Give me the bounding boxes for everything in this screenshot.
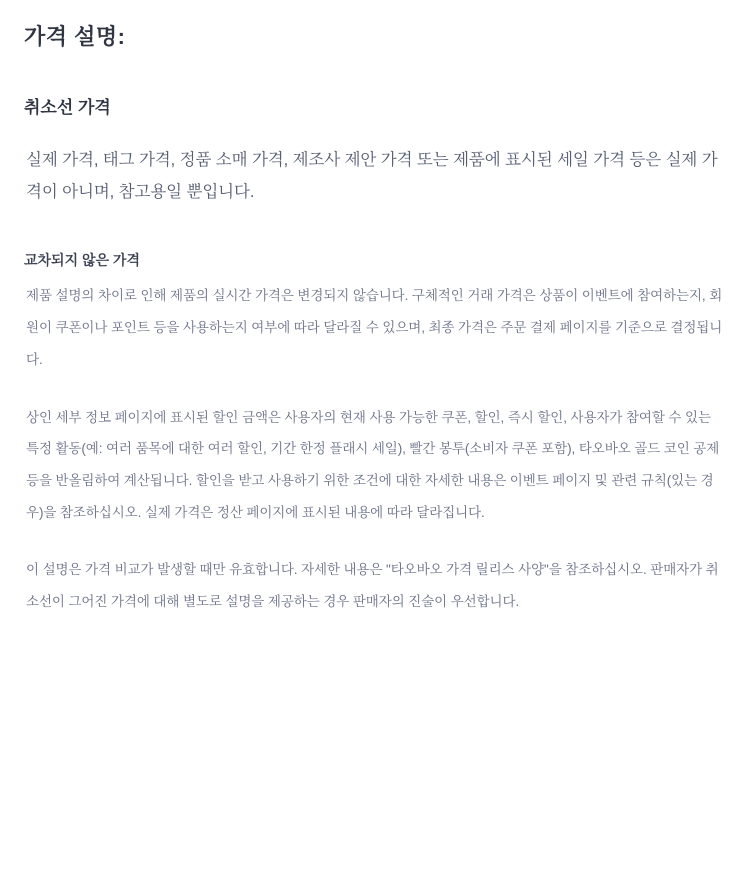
paragraph-discount-calculation: 상인 세부 정보 페이지에 표시된 할인 금액은 사용자의 현재 사용 가능한 쿠폰, 할인, 즉시 할인, 사용자가 참여할 수 있는 특정 활동(예: 여러 품목에 대한 여러 할인, 기간 한정 플래시 세일), 빨간 봉투(소비자 쿠폰 포함), 타오바오 골드 코인 공제 등을 반올림하여 계산됩니다. 할인을 받고 사용하기 위한 조건에 대한 자세한 내용은 이벤트 페이지 및 관련 규칙(있는 경우)을 참조하십시오. 실제 가격은 정산 페이지에 표시된 내용에 따라 달라집니다. bbox=[26, 409, 720, 520]
paragraph-price-comparison-validity: 이 설명은 가격 비교가 발생할 때만 유효합니다. 자세한 내용은 "타오바오 가격 릴리스 사양"을 참조하십시오. 판매자가 취소선이 그어진 가격에 대해 별도로 설명을 제공하는 경우 판매자의 진술이 우선합니다. bbox=[26, 562, 719, 610]
spacer bbox=[18, 528, 732, 554]
subheading-non-crossed-price: 교차되지 않은 가격 bbox=[24, 252, 140, 269]
spacer bbox=[18, 118, 732, 144]
spacer bbox=[18, 208, 732, 250]
page-title: 가격 설명: bbox=[24, 24, 126, 49]
section-lede-strikethrough-price: 실제 가격, 태그 가격, 정품 소매 가격, 제조사 제안 가격 또는 제품에 표시된 세일 가격 등은 실제 가격이 아니며, 참고용일 뿐입니다. bbox=[26, 151, 718, 202]
paragraph-realtime-price: 제품 설명의 차이로 인해 제품의 실시간 가격은 변경되지 않습니다. 구체적인 거래 가격은 상품이 이벤트에 참여하는지, 회원이 쿠폰이나 포인트 등을 사용하는지 여부에 따라 달라질 수 있으며, 최종 가격은 주문 결제 페이지를 기준으로 결정됩니다. bbox=[26, 288, 723, 367]
spacer bbox=[18, 51, 732, 93]
section-heading-strikethrough-price: 취소선 가격 bbox=[24, 98, 111, 117]
spacer bbox=[18, 376, 732, 402]
spacer bbox=[18, 270, 732, 280]
